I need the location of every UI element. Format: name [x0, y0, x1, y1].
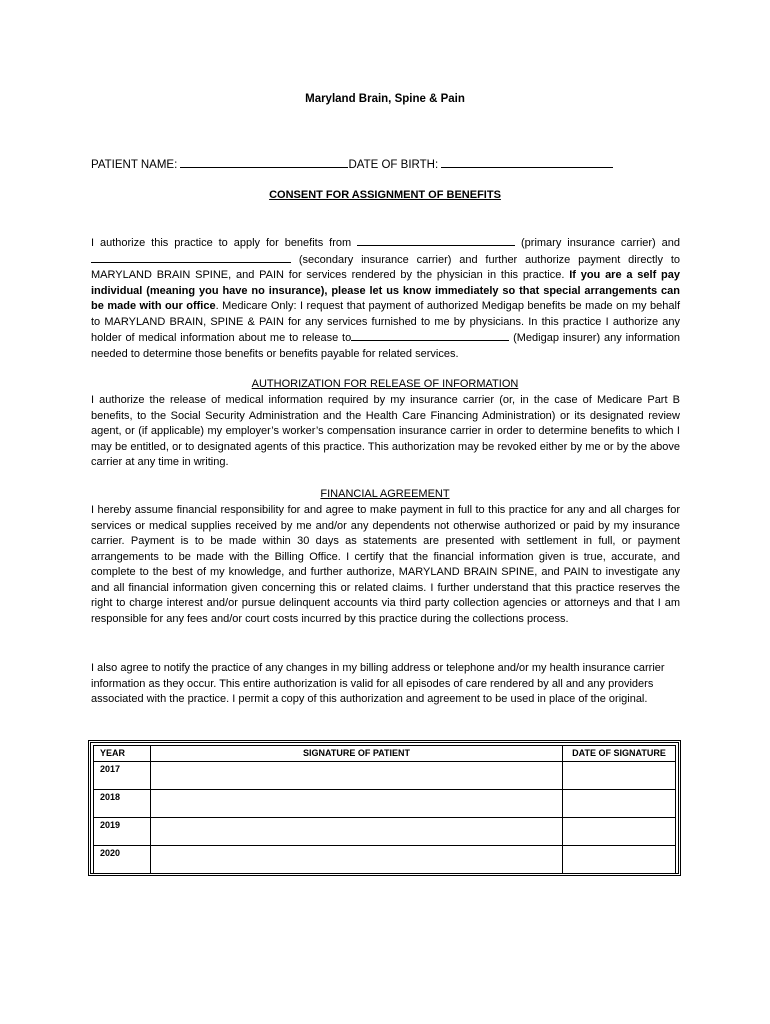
signature-table-header [94, 746, 676, 762]
table-row [94, 762, 676, 790]
year-cell: 2020 [94, 846, 151, 874]
signature-date-cell[interactable] [563, 818, 676, 846]
signature-cell[interactable] [151, 818, 563, 846]
table-row [94, 846, 676, 874]
date-column-header: DATE OF SIGNATURE [563, 746, 676, 762]
notify-paragraph: I also agree to notify the practice of any changes in my billing address or telephone and/or my health insurance carrier information as they occur. This entire authorization is valid for all episodes of care rendered by all and any providers associated with the practice. I permit a copy of this authorization and agreement to be used in place of the original. [91, 662, 665, 705]
consent-text-4: . Medicare Only: I request that payment of authorized Medigap benefits be made on my behalf to MARYLAND BRAIN, SPINE & PAIN for any services furnished to me by physicians. In this practice I authorize any holder of medical information about me to release to [91, 300, 680, 344]
consent-paragraph [91, 235, 680, 362]
year-cell: 2019 [94, 818, 151, 846]
date-of-birth-label: DATE OF BIRTH: [348, 159, 439, 171]
medigap-insurer-field[interactable] [351, 330, 509, 341]
signature-cell[interactable] [151, 762, 563, 790]
year-column-header: YEAR [94, 746, 151, 762]
consent-heading: CONSENT FOR ASSIGNMENT OF BENEFITS [269, 189, 501, 201]
signature-cell[interactable] [151, 790, 563, 818]
release-heading: AUTHORIZATION FOR RELEASE OF INFORMATION [251, 378, 519, 390]
document-title: Maryland Brain, Spine & Pain [305, 93, 465, 105]
signature-cell[interactable] [151, 846, 563, 874]
table-row [94, 818, 676, 846]
consent-text-5: (Medigap insurer) any information needed to determine those benefits or benefits payable for related services. [91, 332, 680, 360]
signature-table [93, 745, 676, 874]
signature-table-frame [88, 740, 681, 876]
self-pay-notice: If you are a self pay individual (meaning you have no insurance), please let us know immediately so that special arrangements can be made with our office [91, 269, 680, 312]
date-of-birth-field[interactable] [441, 156, 613, 168]
signature-date-cell[interactable] [563, 762, 676, 790]
financial-paragraph: I hereby assume financial responsibility for and agree to make payment in full to this practice for any and all charges for services or medical supplies received by me and/or any dependents not otherwise authorized or paid by my insurance carrier. Payment is to be made within 30 days as statements are presented with settlement in full, or payment arrangements to be made with the Billing Office. I certify that the financial information given is true, accurate, and complete to the best of my knowledge, and further authorize, MARYLAND BRAIN SPINE, and PAIN to investigate any and all financial information given concerning this or related claims. I further understand that this practice reserves the right to charge interest and/or pursue delinquent accounts via third party collection agencies or attorneys and that I am responsible for any fees and/or court costs incurred by this practice during the collections process. [91, 504, 680, 625]
secondary-carrier-field[interactable] [91, 252, 291, 263]
patient-name-label: PATIENT NAME: [91, 159, 178, 171]
signature-column-header: SIGNATURE OF PATIENT [151, 746, 563, 762]
primary-carrier-field[interactable] [357, 235, 515, 246]
year-cell: 2018 [94, 790, 151, 818]
release-paragraph: I authorize the release of medical information required by my insurance carrier (or, in the case of Medicare Part B benefits, to the Social Security Administration and the Health Care Financing Administration) or its designated review agent, or (if applicable) my employer’s worker’s compensation insurance carrier in order to determine benefits to which I may be entitled, or to designated agents of this practice. This authorization may be revoked either by me or by the above carrier at any time in writing. [91, 394, 680, 468]
patient-name-field[interactable] [180, 156, 348, 168]
signature-date-cell[interactable] [563, 790, 676, 818]
financial-heading: FINANCIAL AGREEMENT [320, 488, 450, 500]
consent-text-1: I authorize this practice to apply for benefits from [91, 237, 352, 249]
consent-text-3: (secondary insurance carrier) and further authorize payment directly to MARYLAND BRAIN SPINE, and PAIN for services rendered by the physician in this practice. [91, 253, 680, 281]
consent-text-2: (primary insurance carrier) and [521, 237, 680, 249]
patient-info-line [91, 156, 613, 171]
signature-date-cell[interactable] [563, 846, 676, 874]
year-cell: 2017 [94, 762, 151, 790]
table-row [94, 790, 676, 818]
